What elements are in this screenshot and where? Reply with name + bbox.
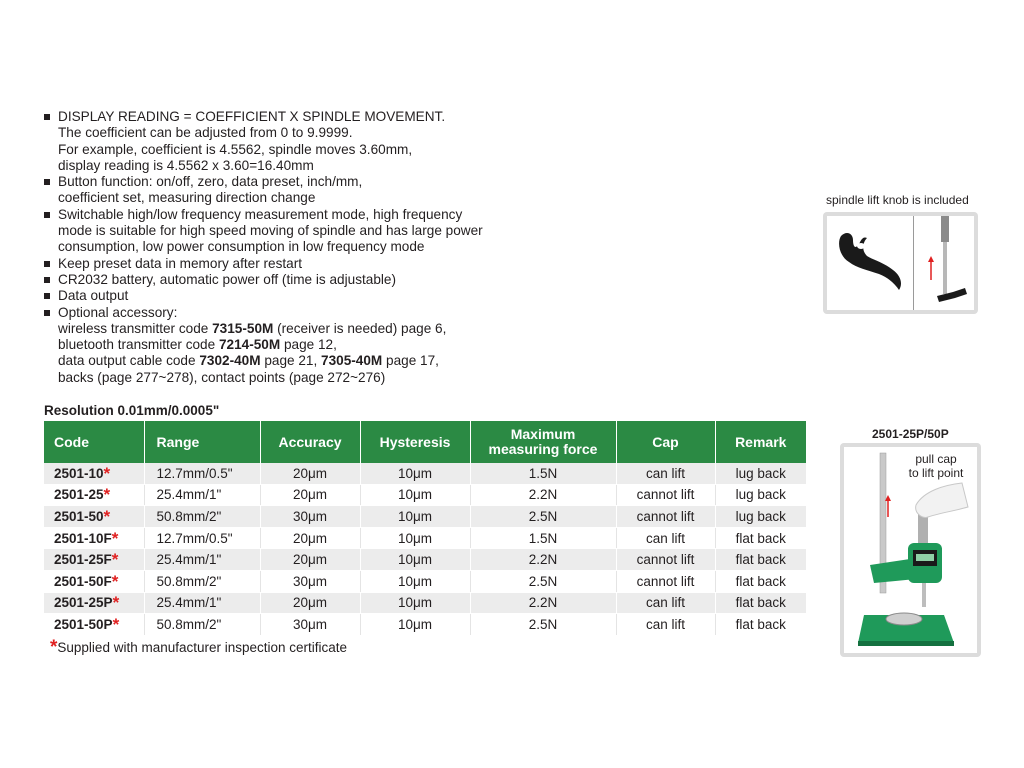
cell-code bbox=[44, 463, 144, 484]
feature-text: data output cable code bbox=[58, 353, 200, 369]
cell-cap bbox=[616, 549, 715, 571]
hysteresis-value: 10μm bbox=[397, 508, 433, 524]
footnote bbox=[50, 637, 348, 658]
cell-cap bbox=[616, 463, 715, 484]
cell-remark bbox=[715, 549, 806, 571]
code-value: 2501-25F bbox=[54, 552, 112, 568]
cell-hysteresis bbox=[360, 549, 470, 571]
feature-line bbox=[58, 190, 534, 206]
feature-item bbox=[44, 288, 534, 304]
certificate-star-icon: * bbox=[112, 593, 120, 613]
cap-value: can lift bbox=[645, 595, 686, 611]
feature-item bbox=[44, 207, 534, 256]
cell-hysteresis bbox=[360, 484, 470, 506]
cell-hysteresis bbox=[360, 506, 470, 528]
feature-line bbox=[58, 288, 534, 304]
cell-force bbox=[470, 527, 616, 549]
feature-text: (receiver is needed) page 6, bbox=[273, 320, 447, 336]
feature-item bbox=[44, 256, 534, 272]
feature-item bbox=[44, 305, 534, 386]
cell-range bbox=[144, 570, 260, 592]
cell-code bbox=[44, 484, 144, 506]
feature-line bbox=[58, 239, 534, 255]
feature-text: Switchable high/low frequency measurement mode, high frequency bbox=[58, 206, 463, 222]
figure1-panel bbox=[823, 212, 978, 314]
feature-item bbox=[44, 109, 534, 174]
bullet-square-icon bbox=[44, 310, 50, 316]
feature-text: display reading is 4.5562 x 3.60=16.40mm bbox=[58, 157, 314, 173]
table-header-row bbox=[44, 421, 806, 463]
cap-value: can lift bbox=[645, 530, 686, 546]
range-value: 12.7mm/0.5" bbox=[156, 530, 233, 546]
anvil bbox=[886, 613, 922, 625]
remark-value: flat back bbox=[735, 573, 786, 589]
accuracy-value: 20μm bbox=[292, 595, 328, 611]
code-value: 2501-25 bbox=[54, 487, 104, 503]
header-max-force bbox=[470, 421, 616, 463]
cap-value: cannot lift bbox=[636, 552, 695, 568]
certificate-star-icon: * bbox=[111, 571, 119, 591]
feature-line bbox=[58, 370, 534, 386]
accuracy-value: 20μm bbox=[292, 552, 328, 568]
code-value: 2501-50 bbox=[54, 508, 104, 524]
cell-force bbox=[470, 506, 616, 528]
range-value: 12.7mm/0.5" bbox=[156, 465, 233, 481]
cell-remark bbox=[715, 527, 806, 549]
glove-hand bbox=[916, 483, 968, 517]
accuracy-value: 20μm bbox=[292, 487, 328, 503]
hysteresis-value: 10μm bbox=[397, 487, 433, 503]
bullet-square-icon bbox=[44, 212, 50, 218]
feature-text: Keep preset data in memory after restart bbox=[58, 255, 303, 271]
cell-remark bbox=[715, 463, 806, 484]
cell-force bbox=[470, 484, 616, 506]
spindle-rod bbox=[943, 242, 947, 294]
hysteresis-value: 10μm bbox=[397, 465, 433, 481]
spec-table bbox=[44, 421, 806, 636]
knob-hole bbox=[857, 243, 865, 249]
cell-accuracy bbox=[260, 527, 360, 549]
lift-knob-shape bbox=[839, 233, 901, 290]
range-value: 50.8mm/2" bbox=[156, 616, 222, 632]
cell-hysteresis bbox=[360, 463, 470, 484]
cell-remark bbox=[715, 614, 806, 636]
certificate-star-icon: * bbox=[112, 614, 120, 634]
cell-range bbox=[144, 614, 260, 636]
cell-accuracy bbox=[260, 549, 360, 571]
footnote-star: * bbox=[50, 637, 58, 658]
feature-text: page 21, bbox=[260, 353, 322, 369]
table-row bbox=[44, 506, 806, 528]
range-value: 50.8mm/2" bbox=[156, 508, 222, 524]
range-value: 25.4mm/1" bbox=[156, 595, 222, 611]
cell-range bbox=[144, 527, 260, 549]
pull-cap-label-line1: pull cap bbox=[915, 452, 957, 466]
accuracy-value: 30μm bbox=[292, 508, 328, 524]
feature-item bbox=[44, 272, 534, 288]
table-row bbox=[44, 549, 806, 571]
cell-cap bbox=[616, 527, 715, 549]
bullet-square-icon bbox=[44, 277, 50, 283]
product-code: 7302-40M bbox=[199, 353, 261, 369]
feature-line bbox=[58, 223, 534, 239]
feature-text: coefficient set, measuring direction change bbox=[58, 190, 316, 206]
code-value: 2501-50F bbox=[54, 573, 112, 589]
cell-force bbox=[470, 463, 616, 484]
range-value: 25.4mm/1" bbox=[156, 487, 222, 503]
header-max-force-text: Maximum measuring force bbox=[488, 426, 598, 457]
feature-text: For example, coefficient is 4.5562, spindle moves 3.60mm, bbox=[58, 141, 413, 157]
feature-line bbox=[58, 207, 534, 223]
resolution-title: Resolution 0.01mm/0.0005" bbox=[44, 403, 220, 418]
cap-value: cannot lift bbox=[636, 487, 695, 503]
spindle-illustration bbox=[915, 216, 974, 310]
force-value: 2.2N bbox=[528, 595, 558, 611]
feature-list bbox=[44, 109, 534, 386]
feature-text: backs (page 277~278), contact points (page 272~276) bbox=[58, 369, 386, 385]
certificate-star-icon: * bbox=[111, 528, 119, 548]
cell-range bbox=[144, 549, 260, 571]
cell-force bbox=[470, 592, 616, 614]
product-code: 7315-50M bbox=[212, 320, 274, 336]
table-row bbox=[44, 527, 806, 549]
base-edge bbox=[858, 641, 954, 646]
cell-cap bbox=[616, 592, 715, 614]
feature-text: CR2032 battery, automatic power off (time is adjustable) bbox=[58, 271, 396, 287]
cell-code bbox=[44, 614, 144, 636]
feature-line bbox=[58, 109, 534, 125]
hysteresis-value: 10μm bbox=[397, 530, 433, 546]
certificate-star-icon: * bbox=[103, 506, 111, 526]
cell-accuracy bbox=[260, 614, 360, 636]
remark-value: flat back bbox=[735, 530, 786, 546]
force-value: 2.5N bbox=[528, 508, 558, 524]
feature-text: DISPLAY READING = COEFFICIENT X SPINDLE MOVEMENT. bbox=[58, 109, 446, 124]
cell-accuracy bbox=[260, 570, 360, 592]
lift-arrow-head bbox=[928, 256, 934, 262]
code-value: 2501-10F bbox=[54, 530, 112, 546]
feature-line bbox=[58, 337, 534, 353]
feature-text: page 17, bbox=[382, 353, 439, 369]
hysteresis-value: 10μm bbox=[397, 616, 433, 632]
indicator-display bbox=[916, 554, 934, 561]
cell-remark bbox=[715, 592, 806, 614]
cell-range bbox=[144, 592, 260, 614]
cell-code bbox=[44, 549, 144, 571]
range-value: 50.8mm/2" bbox=[156, 573, 222, 589]
pull-cap-label bbox=[898, 452, 974, 480]
table-row bbox=[44, 463, 806, 484]
force-value: 2.5N bbox=[528, 573, 558, 589]
remark-value: flat back bbox=[735, 595, 786, 611]
feature-text: consumption, low power consumption in low frequency mode bbox=[58, 239, 425, 255]
cell-range bbox=[144, 484, 260, 506]
cell-remark bbox=[715, 506, 806, 528]
cell-force bbox=[470, 614, 616, 636]
table-row bbox=[44, 484, 806, 506]
table-row bbox=[44, 614, 806, 636]
certificate-star-icon: * bbox=[103, 485, 111, 505]
cell-range bbox=[144, 506, 260, 528]
header-hysteresis: Hysteresis bbox=[360, 421, 470, 463]
cell-cap bbox=[616, 570, 715, 592]
cap-value: can lift bbox=[645, 616, 686, 632]
bullet-square-icon bbox=[44, 114, 50, 120]
feature-line bbox=[58, 272, 534, 288]
hysteresis-value: 10μm bbox=[397, 573, 433, 589]
feature-line bbox=[58, 174, 534, 190]
code-value: 2501-10 bbox=[54, 465, 104, 481]
feature-text: mode is suitable for high speed moving of spindle and has large power bbox=[58, 223, 483, 239]
feature-item bbox=[44, 174, 534, 207]
header-remark: Remark bbox=[715, 421, 806, 463]
certificate-star-icon: * bbox=[111, 550, 119, 570]
mounted-knob bbox=[937, 288, 967, 302]
remark-value: lug back bbox=[735, 487, 786, 503]
figure2-caption: 2501-25P/50P bbox=[872, 427, 949, 441]
cell-remark bbox=[715, 570, 806, 592]
accuracy-value: 30μm bbox=[292, 616, 328, 632]
cell-force bbox=[470, 570, 616, 592]
cell-remark bbox=[715, 484, 806, 506]
feature-text: Optional accessory: bbox=[58, 304, 178, 320]
cell-range bbox=[144, 463, 260, 484]
cell-code bbox=[44, 592, 144, 614]
certificate-star-icon: * bbox=[103, 463, 111, 483]
accuracy-value: 20μm bbox=[292, 465, 328, 481]
figure1-divider bbox=[913, 216, 914, 310]
remark-value: lug back bbox=[735, 508, 786, 524]
cell-accuracy bbox=[260, 484, 360, 506]
cell-hysteresis bbox=[360, 592, 470, 614]
feature-line bbox=[58, 142, 534, 158]
code-value: 2501-25P bbox=[54, 595, 113, 611]
feature-text: Data output bbox=[58, 288, 129, 304]
hysteresis-value: 10μm bbox=[397, 552, 433, 568]
feature-line bbox=[58, 158, 534, 174]
force-value: 2.2N bbox=[528, 552, 558, 568]
feature-text: bluetooth transmitter code bbox=[58, 337, 219, 353]
cap-value: can lift bbox=[645, 465, 686, 481]
figure1-caption: spindle lift knob is included bbox=[826, 193, 969, 207]
cell-cap bbox=[616, 506, 715, 528]
feature-text: page 12, bbox=[280, 337, 337, 353]
header-code: Code bbox=[44, 421, 144, 463]
indicator-spindle bbox=[922, 583, 926, 607]
hysteresis-value: 10μm bbox=[397, 595, 433, 611]
range-value: 25.4mm/1" bbox=[156, 552, 222, 568]
cell-accuracy bbox=[260, 592, 360, 614]
force-value: 2.5N bbox=[528, 616, 558, 632]
cell-code bbox=[44, 527, 144, 549]
feature-text: wireless transmitter code bbox=[58, 320, 213, 336]
header-range: Range bbox=[144, 421, 260, 463]
footnote-text: Supplied with manufacturer inspection certificate bbox=[57, 640, 348, 655]
header-accuracy: Accuracy bbox=[260, 421, 360, 463]
figure2-panel bbox=[840, 443, 981, 657]
cap-value: cannot lift bbox=[636, 573, 695, 589]
cell-accuracy bbox=[260, 506, 360, 528]
feature-line bbox=[58, 256, 534, 272]
feature-line bbox=[58, 353, 534, 369]
accuracy-value: 30μm bbox=[292, 573, 328, 589]
bullet-square-icon bbox=[44, 179, 50, 185]
remark-value: flat back bbox=[735, 616, 786, 632]
feature-line bbox=[58, 321, 534, 337]
cell-code bbox=[44, 506, 144, 528]
cell-hysteresis bbox=[360, 614, 470, 636]
table-body bbox=[44, 463, 806, 635]
cell-hysteresis bbox=[360, 570, 470, 592]
feature-line bbox=[58, 305, 534, 321]
feature-text: Button function: on/off, zero, data preset, inch/mm, bbox=[58, 174, 363, 190]
bullet-square-icon bbox=[44, 293, 50, 299]
product-code: 7305-40M bbox=[321, 353, 383, 369]
accuracy-value: 20μm bbox=[292, 530, 328, 546]
cell-code bbox=[44, 570, 144, 592]
cell-cap bbox=[616, 484, 715, 506]
header-cap: Cap bbox=[616, 421, 715, 463]
remark-value: flat back bbox=[735, 552, 786, 568]
cell-accuracy bbox=[260, 463, 360, 484]
force-value: 1.5N bbox=[528, 530, 558, 546]
cell-cap bbox=[616, 614, 715, 636]
force-value: 1.5N bbox=[528, 465, 558, 481]
cap-value: cannot lift bbox=[636, 508, 695, 524]
table-row bbox=[44, 592, 806, 614]
table-row bbox=[44, 570, 806, 592]
feature-line bbox=[58, 125, 534, 141]
remark-value: lug back bbox=[735, 465, 786, 481]
indicator-stem bbox=[941, 216, 949, 242]
pull-cap-label-line2: to lift point bbox=[908, 466, 964, 480]
cell-hysteresis bbox=[360, 527, 470, 549]
feature-text: The coefficient can be adjusted from 0 to 9.9999. bbox=[58, 125, 353, 141]
force-value: 2.2N bbox=[528, 487, 558, 503]
cell-force bbox=[470, 549, 616, 571]
code-value: 2501-50P bbox=[54, 616, 113, 632]
bullet-square-icon bbox=[44, 261, 50, 267]
product-code: 7214-50M bbox=[218, 337, 281, 353]
